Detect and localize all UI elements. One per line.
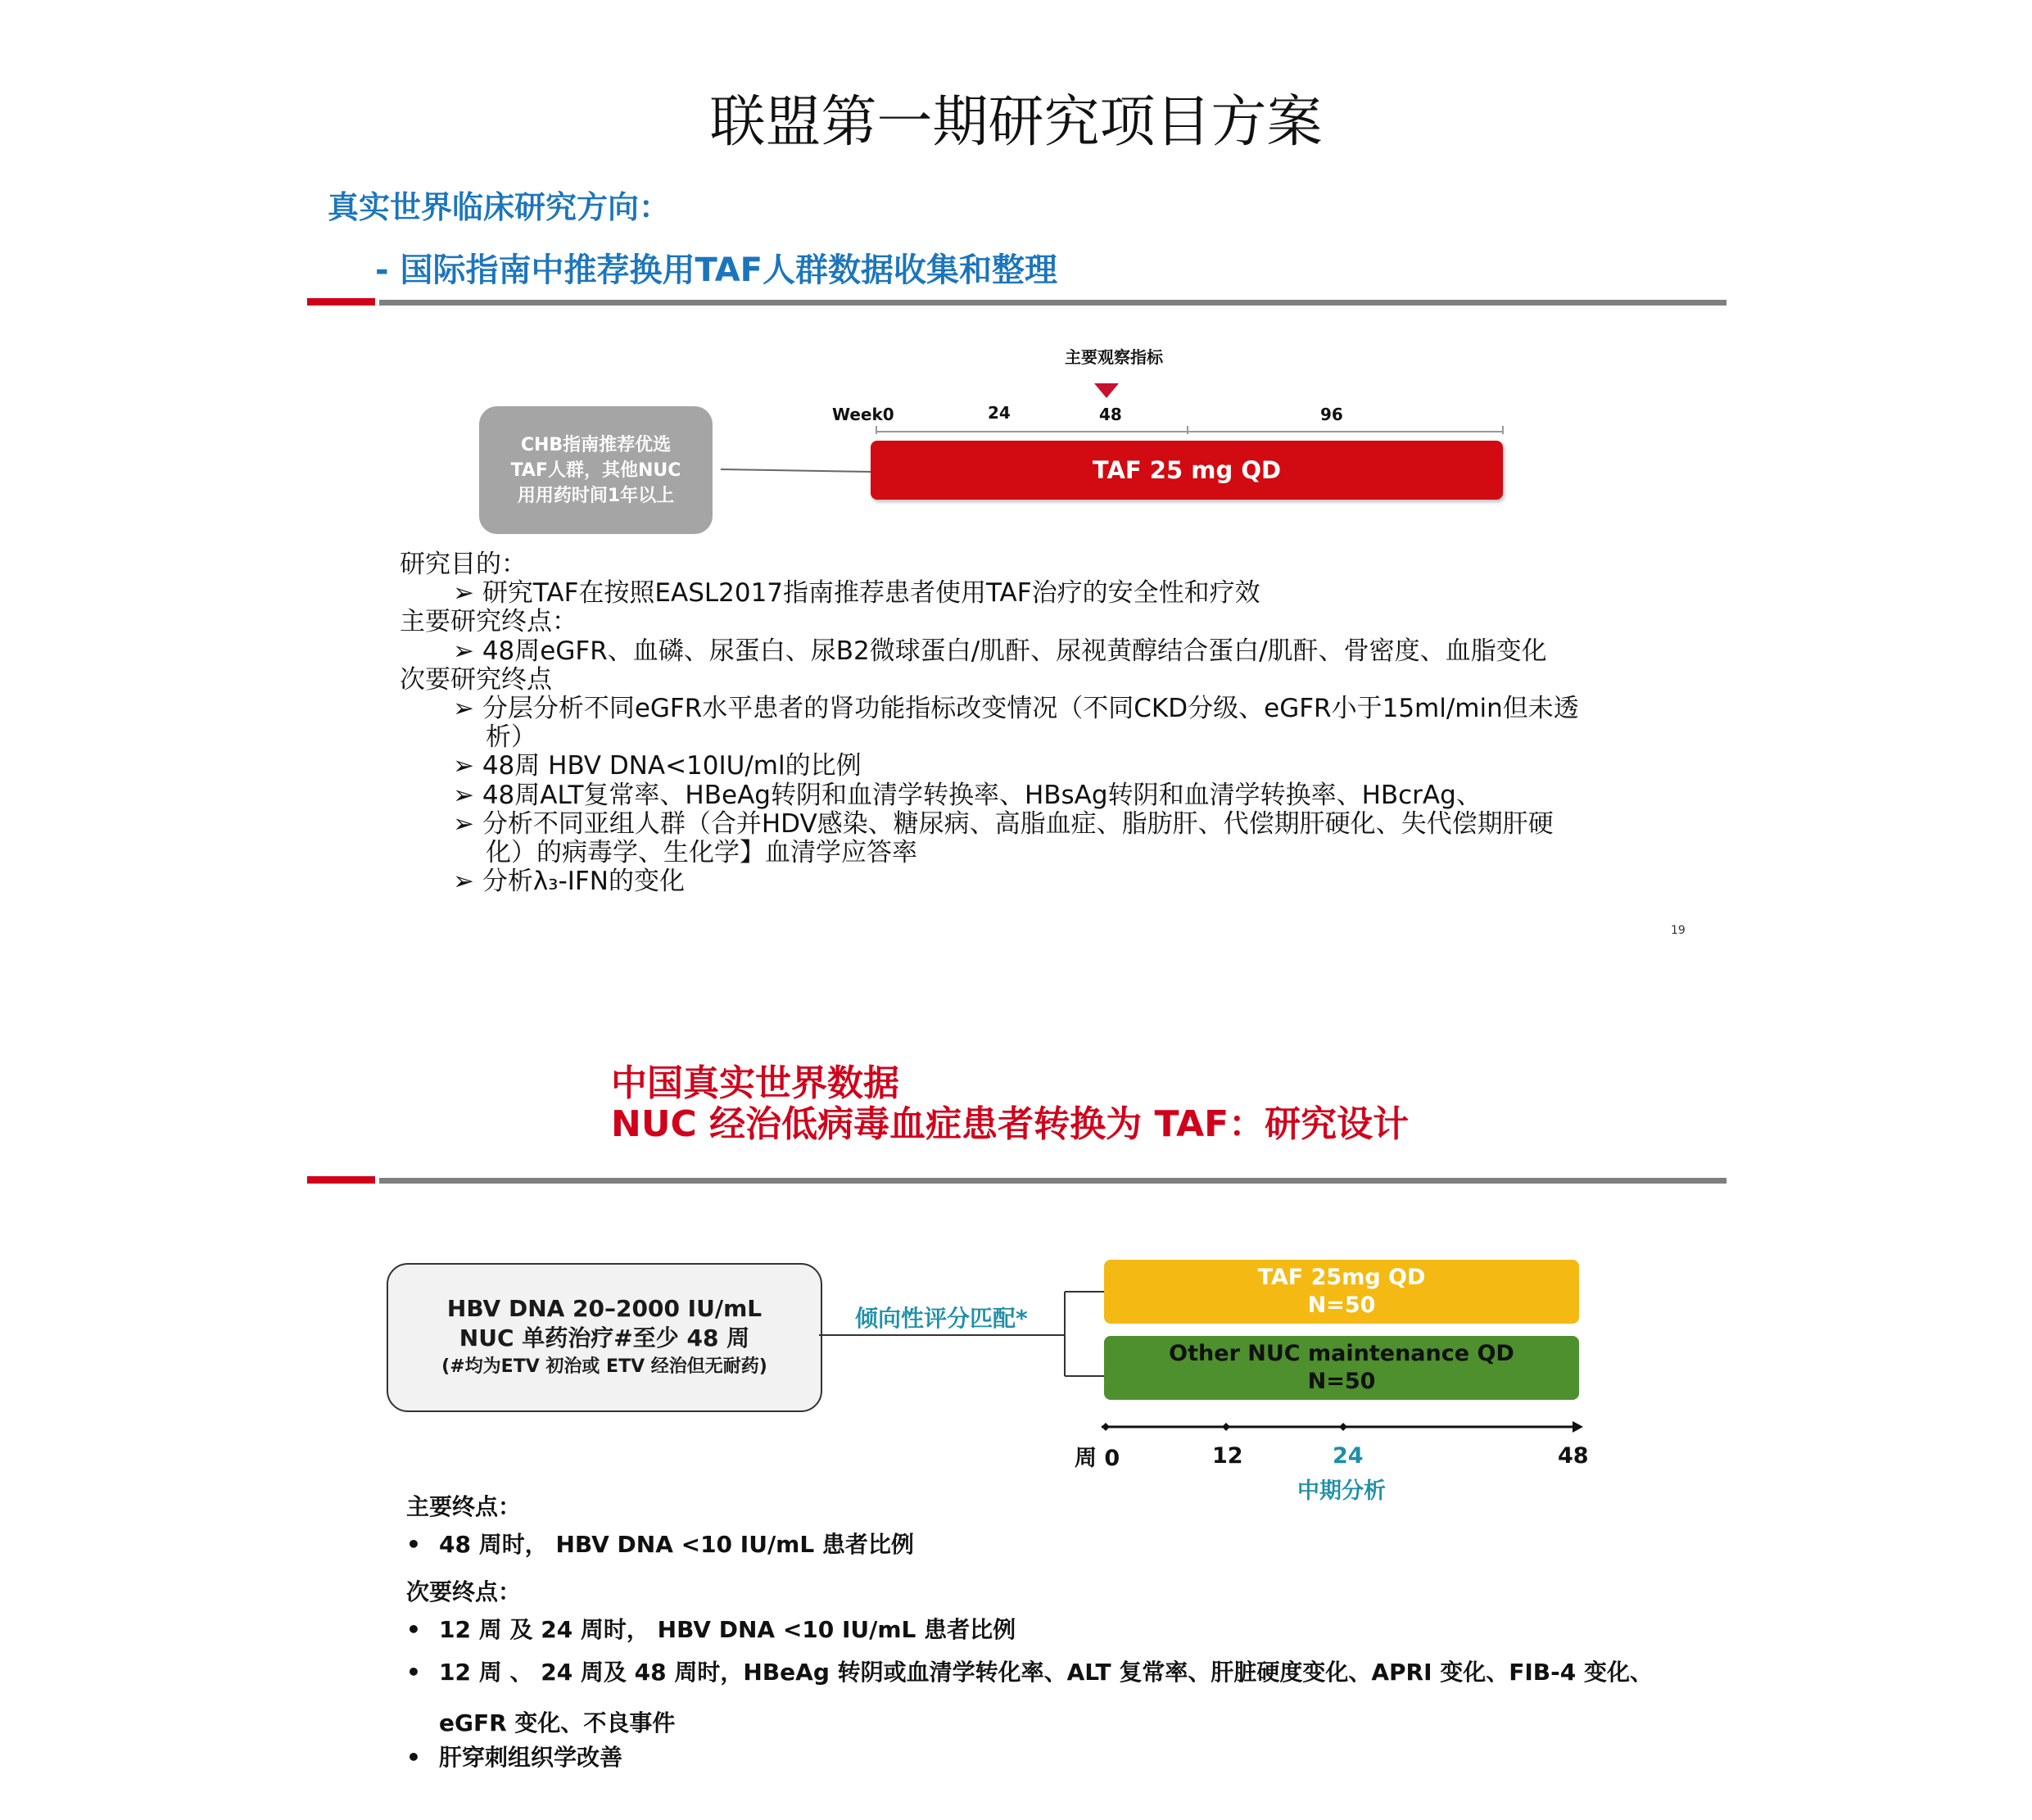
- timeline-label-week0: Week0: [832, 405, 894, 424]
- axis-label-48: 48: [1558, 1443, 1589, 1469]
- secondary-endpoint-item: • 肝穿刺组织学改善: [406, 1744, 623, 1771]
- timeline-axis: [868, 423, 1507, 439]
- text-line: ➢ 48周 HBV DNA<10IU/ml的比例: [453, 751, 862, 781]
- secondary-endpoint-item: • 12 周 及 24 周时， HBV DNA <10 IU/mL 患者比例: [406, 1616, 1016, 1643]
- text-line: 次要研究终点: [400, 664, 552, 695]
- timeline-label-48: 48: [1099, 405, 1122, 424]
- timeline-label-24: 24: [988, 403, 1011, 423]
- secondary-endpoint-item: • 12 周 、 24 周及 48 周时，HBeAg 转阴或血清学转化率、ALT 复常率、肝脏硬度变化、APRI 变化、FIB-4 变化、: [406, 1659, 1653, 1686]
- nuc-arm-n: N=50: [1307, 1369, 1376, 1394]
- section2-title: [611, 1063, 1409, 1145]
- text-line: ➢ 48周eGFR、血磷、尿蛋白、尿B2微球蛋白/肌酐、尿视黄醇结合蛋白/肌酐、骨密度、血脂变化: [453, 636, 1547, 666]
- nuc-arm-name: Other NUC maintenance QD: [1169, 1341, 1514, 1366]
- indicator-triangle-icon: [1094, 383, 1119, 398]
- section2-title-line2: NUC 经治低病毒血症患者转换为 TAF：研究设计: [611, 1103, 1410, 1145]
- taf-arm-name: TAF 25mg QD: [1257, 1265, 1426, 1290]
- primary-endpoint-item: • 48 周时， HBV DNA <10 IU/mL 患者比例: [406, 1531, 914, 1558]
- patient-population-box: [479, 406, 713, 534]
- text-line: ➢ 分析λ₃-IFN的变化: [453, 867, 685, 897]
- text-line: ➢ 研究TAF在按照EASL2017指南推荐患者使用TAF治疗的安全性和疗效: [453, 578, 1260, 609]
- section1-heading: 真实世界临床研究方向：: [328, 189, 671, 225]
- section2-gray-rule: [379, 1178, 1727, 1184]
- axis-label-12: 12: [1212, 1443, 1243, 1469]
- text-line: 研究目的：: [400, 550, 527, 579]
- study-time-axis: [1093, 1417, 1585, 1437]
- patient-box-line: 用用药时间1年以上: [517, 485, 675, 506]
- secondary-endpoint-continuation: eGFR 变化、不良事件: [439, 1709, 676, 1736]
- axis-label-24: 24: [1333, 1443, 1364, 1469]
- taf-arm-n: N=50: [1307, 1293, 1376, 1318]
- indicator-label: 主要观察指标: [1065, 347, 1163, 367]
- section2-title-line1: 中国真实世界数据: [611, 1062, 899, 1104]
- timeline-label-96: 96: [1320, 405, 1343, 424]
- patient-box-line: CHB指南推荐优选: [520, 434, 672, 455]
- text-line: 化）的病毒学、生化学】血清学应答率: [486, 838, 917, 868]
- text-line: ➢ 分析不同亚组人群（合并HDV感染、糖尿病、高脂血症、脂肪肝、代偿期肝硬化、失代偿期肝硬: [453, 808, 1554, 839]
- page-title: 联盟第一期研究项目方案: [709, 90, 1323, 155]
- randomization-connector: [819, 1286, 1106, 1392]
- section1-subheading: - 国际指南中推荐换用TAF人群数据收集和整理: [375, 251, 1057, 289]
- primary-endpoint-title: 主要终点：: [406, 1493, 522, 1520]
- criteria-line: NUC 单药治疗#至少 48 周: [459, 1324, 750, 1351]
- treatment-bar: TAF 25 mg QD: [871, 441, 1503, 500]
- text-line: 主要研究终点：: [400, 607, 577, 637]
- connector-line: [721, 467, 872, 475]
- text-line: ➢ 48周ALT复常率、HBeAg转阴和血清学转换率、HBsAg转阴和血清学转换率、HBcrAg、: [453, 780, 1482, 810]
- matching-label: 倾向性评分匹配*: [855, 1305, 1028, 1332]
- secondary-endpoint-title: 次要终点：: [406, 1578, 522, 1605]
- study-description: [400, 550, 1579, 896]
- criteria-line: (#均为ETV 初治或 ETV 经治但无耐药): [441, 1356, 767, 1377]
- nuc-arm: [1104, 1336, 1579, 1400]
- taf-arm: [1104, 1260, 1579, 1324]
- criteria-line: HBV DNA 20–2000 IU/mL: [446, 1295, 763, 1322]
- inclusion-criteria-box: [387, 1263, 822, 1412]
- interim-analysis-label: 中期分析: [1297, 1478, 1386, 1504]
- text-line: ➢ 分层分析不同eGFR水平患者的肾功能指标改变情况（不同CKD分级、eGFR小于15ml/min但未透: [453, 694, 1579, 724]
- section1-gray-rule: [379, 300, 1727, 306]
- page-number: 19: [1671, 924, 1686, 937]
- patient-box-line: TAF人群，其他NUC: [510, 460, 681, 481]
- text-line: 析）: [486, 722, 536, 753]
- section2-red-rule: [307, 1176, 375, 1184]
- axis-label-week0: 周 0: [1075, 1446, 1120, 1471]
- section1-red-rule: [307, 298, 375, 306]
